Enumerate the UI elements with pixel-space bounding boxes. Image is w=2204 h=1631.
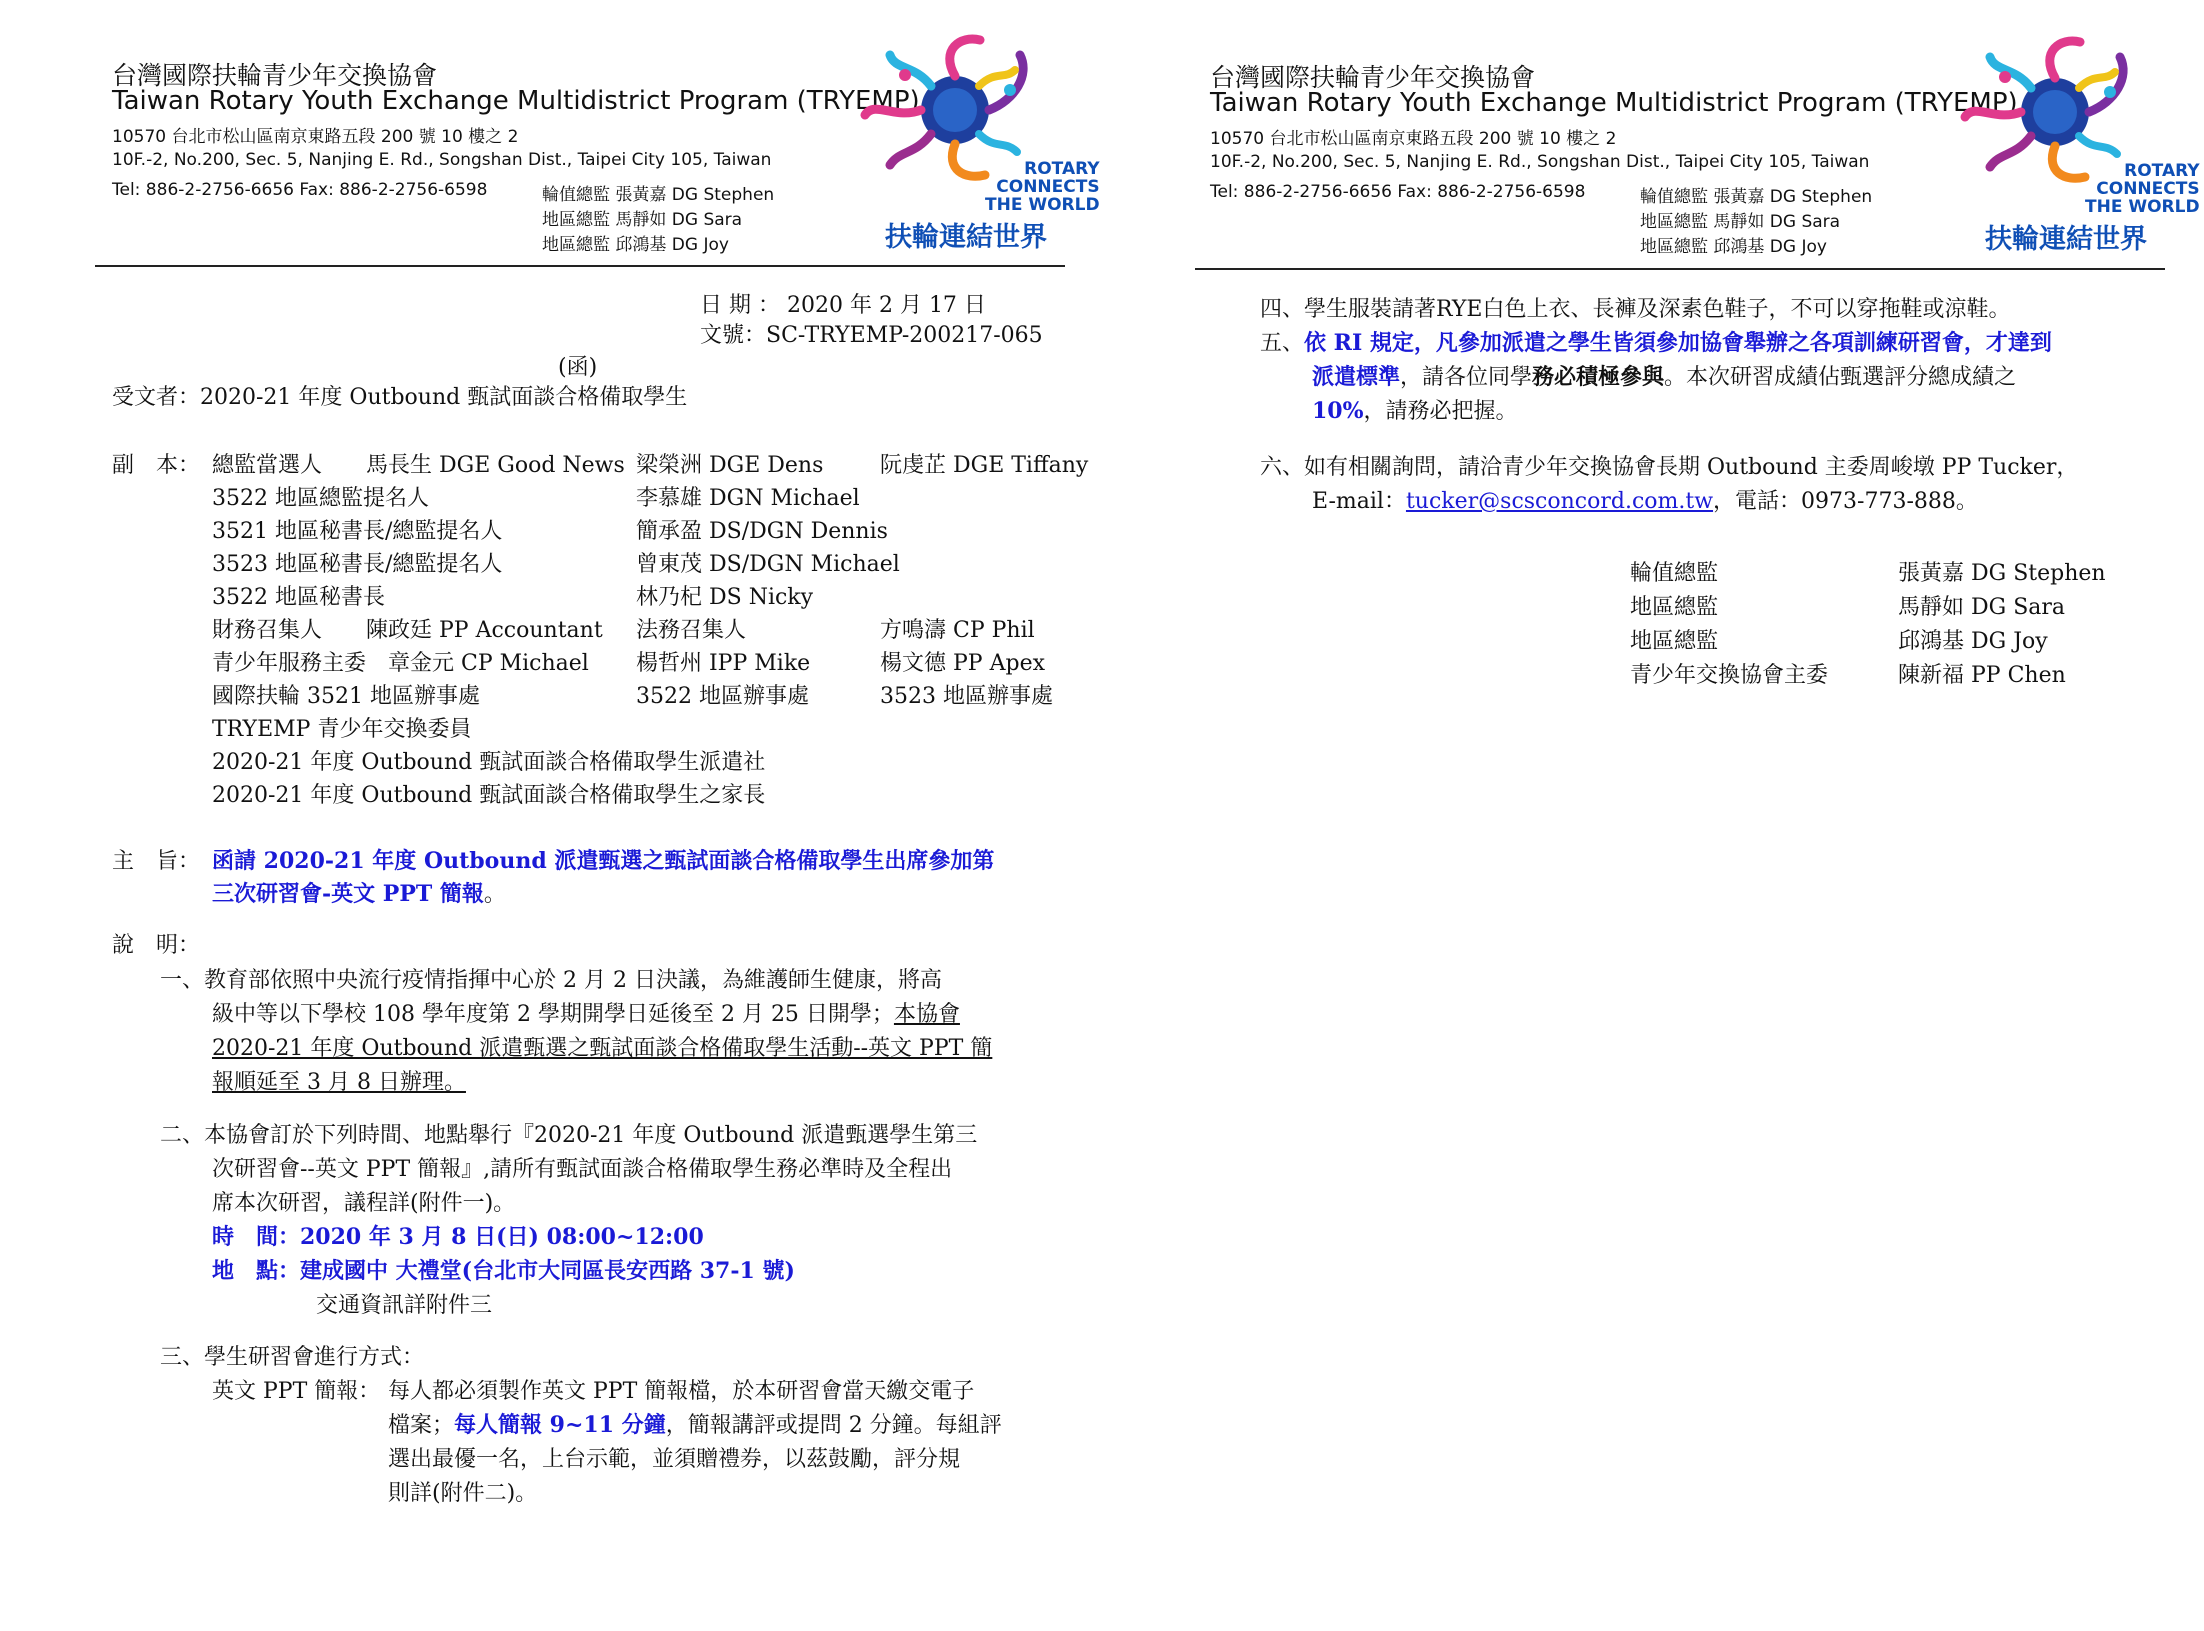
tel-fax: Tel: 886-2-2756-6656 Fax: 886-2-2756-6598 bbox=[1210, 182, 1586, 202]
cc-entry: 曾東茂 DS/DGN Michael bbox=[636, 552, 900, 577]
item-6-line: 六、如有相關詢問，請洽青少年交換協會長期 Outbound 主委周峻墩 PP Tucker， bbox=[1260, 455, 2079, 480]
header-divider bbox=[95, 265, 1065, 267]
item-4: 四、學生服裝請著RYE白色上衣、長褲及深素色鞋子，不可以穿拖鞋或涼鞋。 bbox=[1260, 297, 2011, 322]
cc-entry: 楊文德 PP Apex bbox=[880, 651, 1045, 676]
item-3-label: 英文 PPT 簡報： bbox=[212, 1379, 381, 1404]
letter-type: (函) bbox=[558, 355, 598, 380]
item-2-line: 二、本協會訂於下列時間、地點舉行『2020-21 年度 Outbound 派遣甄選學生第三 bbox=[160, 1123, 978, 1148]
cc-entry: 林乃杞 DS Nicky bbox=[636, 585, 814, 610]
item-1-text: 級中等以下學校 108 學年度第 2 學期開學日延後至 2 月 25 日開學； bbox=[212, 1002, 894, 1027]
org-name-en: Taiwan Rotary Youth Exchange Multidistrict Program (TRYEMP) bbox=[1210, 88, 2018, 118]
governor-line: 地區總監 邱鴻基 DG Joy bbox=[1640, 237, 1827, 257]
document-number: 文號：SC-TRYEMP-200217-065 bbox=[700, 323, 1043, 348]
subject-text bbox=[212, 877, 506, 908]
rotary-logo bbox=[1945, 32, 2200, 255]
item-1-line: 一、教育部依照中央流行疫情指揮中心於 2 月 2 日決議，為維護師生健康，將高 bbox=[160, 968, 942, 993]
governor-line: 輪值總監 張黃嘉 DG Stephen bbox=[1640, 187, 1873, 207]
signature-title: 地區總監 bbox=[1630, 629, 1719, 654]
logo-text-en bbox=[2085, 162, 2200, 216]
item-1-line: 2020-21 年度 Outbound 派遣甄選之甄試面談合格備取學生活動--英文 PPT 簡 bbox=[212, 1036, 993, 1061]
item-5-text: 五、 bbox=[1260, 331, 1305, 356]
item-5-text: 依 RI 規定，凡參加派遣之學生皆須參加協會舉辦之各項訓練研習會，才達到 bbox=[1304, 330, 2052, 356]
org-name-en: Taiwan Rotary Youth Exchange Multidistrict Program (TRYEMP) bbox=[112, 86, 920, 116]
logo-text-line: ROTARY bbox=[1024, 159, 1100, 179]
item-5-text: 10% bbox=[1312, 398, 1364, 424]
governor-line: 地區總監 邱鴻基 DG Joy bbox=[542, 235, 729, 255]
event-time: 時 間：2020 年 3 月 8 日(日) 08:00~12:00 bbox=[212, 1224, 704, 1250]
org-name-zh: 台灣國際扶輪青少年交換協會 bbox=[112, 61, 438, 90]
governor-line: 地區總監 馬靜如 DG Sara bbox=[542, 210, 743, 230]
cc-entry: 3522 地區總監提名人 bbox=[212, 486, 429, 511]
item-3-text: 每人簡報 9~11 分鐘 bbox=[454, 1412, 666, 1438]
address-zh: 10570 台北市松山區南京東路五段 200 號 10 樓之 2 bbox=[1210, 129, 1617, 149]
item-3-line bbox=[388, 1408, 1002, 1439]
email-link[interactable]: tucker@scsconcord.com.tw bbox=[1405, 489, 1714, 514]
phone-text: ，電話：0973-773-888。 bbox=[1713, 489, 1978, 514]
tel-fax: Tel: 886-2-2756-6656 Fax: 886-2-2756-6598 bbox=[112, 180, 488, 200]
cc-entry: TRYEMP 青少年交換委員 bbox=[212, 717, 472, 742]
signature-name: 陳新福 PP Chen bbox=[1898, 663, 2066, 688]
item-3-line: 則詳(附件二)。 bbox=[388, 1481, 538, 1506]
cc-entry: 3523 地區秘書長/總監提名人 bbox=[212, 552, 503, 577]
subject-end: 。 bbox=[483, 882, 506, 907]
item-5-text: ，請務必把握。 bbox=[1363, 399, 1518, 424]
signature-name: 馬靜如 DG Sara bbox=[1898, 595, 2066, 620]
letter-page-1 bbox=[0, 0, 1100, 1631]
logo-text-line: CONNECTS bbox=[2096, 179, 2200, 199]
logo-text-line: CONNECTS bbox=[996, 177, 1100, 197]
cc-entry: 李慕雄 DGN Michael bbox=[636, 486, 860, 511]
logo-text-zh: 扶輪連結世界 bbox=[1985, 224, 2147, 255]
org-name-zh: 台灣國際扶輪青少年交換協會 bbox=[1210, 63, 1536, 92]
signature-name: 邱鴻基 DG Joy bbox=[1898, 629, 2048, 654]
logo-text-en bbox=[985, 160, 1100, 214]
item-5-text: 務必積極參與 bbox=[1532, 364, 1665, 390]
header-divider bbox=[1195, 268, 2165, 270]
governor-line: 輪值總監 張黃嘉 DG Stephen bbox=[542, 185, 775, 205]
logo-text-zh: 扶輪連結世界 bbox=[885, 222, 1047, 253]
item-3-line: 選出最優一名，上台示範，並須贈禮券，以茲鼓勵，評分規 bbox=[388, 1447, 961, 1472]
address-en: 10F.-2, No.200, Sec. 5, Nanjing E. Rd., Songshan Dist., Taipei City 105, Taiwan bbox=[112, 150, 772, 170]
item-1-line: 報順延至 3 月 8 日辦理。 bbox=[212, 1070, 466, 1095]
subject-text: 函請 2020-21 年度 Outbound 派遣甄選之甄試面談合格備取學生出席參加第 bbox=[212, 848, 995, 874]
cc-entry: 青少年服務主委 章金元 CP Michael bbox=[212, 651, 589, 676]
signature-title: 地區總監 bbox=[1630, 595, 1719, 620]
item-3-title: 三、學生研習會進行方式： bbox=[160, 1345, 425, 1370]
cc-entry: 財務召集人 陳政廷 PP Accountant bbox=[212, 618, 603, 643]
cc-entry: 法務召集人 bbox=[636, 618, 747, 643]
email-label: E-mail： bbox=[1312, 489, 1406, 514]
item-3-line: 每人都必須製作英文 PPT 簡報檔，於本研習會當天繳交電子 bbox=[388, 1379, 975, 1404]
item-5-line bbox=[1312, 360, 2016, 391]
recipient: 受文者：2020-21 年度 Outbound 甄試面談合格備取學生 bbox=[112, 385, 688, 410]
item-2-line: 席本次研習，議程詳(附件一)。 bbox=[212, 1191, 516, 1216]
logo-text-line: THE WORLD bbox=[985, 195, 1100, 215]
event-place: 地 點：建成國中 大禮堂(台北市大同區長安西路 37-1 號) bbox=[212, 1258, 795, 1284]
item-5-line bbox=[1260, 326, 2052, 357]
signature-title: 輪值總監 bbox=[1630, 561, 1719, 586]
logo-text-line: THE WORLD bbox=[2085, 197, 2200, 217]
transport-info: 交通資訊詳附件三 bbox=[316, 1293, 493, 1318]
cc-entry: 3522 地區秘書長 bbox=[212, 585, 385, 610]
cc-entry: 國際扶輪 3521 地區辦事處 bbox=[212, 684, 480, 709]
cc-entry: 簡承盈 DS/DGN Dennis bbox=[636, 519, 888, 544]
cc-entry: 方鳴濤 CP Phil bbox=[880, 618, 1035, 643]
item-5-text: ，請各位同學 bbox=[1400, 365, 1533, 390]
cc-entry: 3523 地區辦事處 bbox=[880, 684, 1053, 709]
cc-label: 副 本： bbox=[112, 453, 201, 478]
item-6-line bbox=[1312, 484, 1978, 515]
signature-name: 張黃嘉 DG Stephen bbox=[1898, 561, 2106, 586]
letter-page-2 bbox=[1100, 0, 2204, 1631]
explain-label: 說 明： bbox=[112, 933, 201, 958]
signature-title: 青少年交換協會主委 bbox=[1630, 663, 1829, 688]
cc-entry: 3522 地區辦事處 bbox=[636, 684, 809, 709]
item-5-text: 。本次研習成績佔甄選評分總成績之 bbox=[1664, 365, 2017, 390]
cc-entry: 總監當選人 馬長生 DGE Good News bbox=[212, 453, 625, 478]
letter-date: 日 期 ： 2020 年 2 月 17 日 bbox=[700, 293, 986, 318]
cc-entry: 阮虔芷 DGE Tiffany bbox=[880, 453, 1089, 478]
item-5-text: 派遣標準 bbox=[1312, 364, 1401, 390]
subject-label: 主 旨： bbox=[112, 849, 201, 874]
item-1-line bbox=[212, 997, 960, 1028]
cc-entry: 2020-21 年度 Outbound 甄試面談合格備取學生之家長 bbox=[212, 783, 766, 808]
cc-entry: 楊哲州 IPP Mike bbox=[636, 651, 811, 676]
subject-text-line: 三次研習會-英文 PPT 簡報 bbox=[212, 881, 484, 907]
governor-line: 地區總監 馬靜如 DG Sara bbox=[1640, 212, 1841, 232]
item-1-text: 本協會 bbox=[893, 1002, 960, 1027]
cc-entry: 梁榮洲 DGE Dens bbox=[636, 453, 824, 478]
cc-entry: 3521 地區秘書長/總監提名人 bbox=[212, 519, 503, 544]
address-en: 10F.-2, No.200, Sec. 5, Nanjing E. Rd., Songshan Dist., Taipei City 105, Taiwan bbox=[1210, 152, 1870, 172]
item-3-text: ，簡報講評或提問 2 分鐘。每組評 bbox=[665, 1413, 1002, 1438]
cc-entry: 2020-21 年度 Outbound 甄試面談合格備取學生派遣社 bbox=[212, 750, 766, 775]
rotary-logo bbox=[845, 30, 1100, 253]
address-zh: 10570 台北市松山區南京東路五段 200 號 10 樓之 2 bbox=[112, 127, 519, 147]
item-5-line bbox=[1312, 394, 1518, 425]
item-2-line: 次研習會--英文 PPT 簡報』,請所有甄試面談合格備取學生務必準時及全程出 bbox=[212, 1157, 953, 1182]
logo-text-line: ROTARY bbox=[2124, 161, 2200, 181]
item-3-text: 檔案； bbox=[388, 1413, 455, 1438]
